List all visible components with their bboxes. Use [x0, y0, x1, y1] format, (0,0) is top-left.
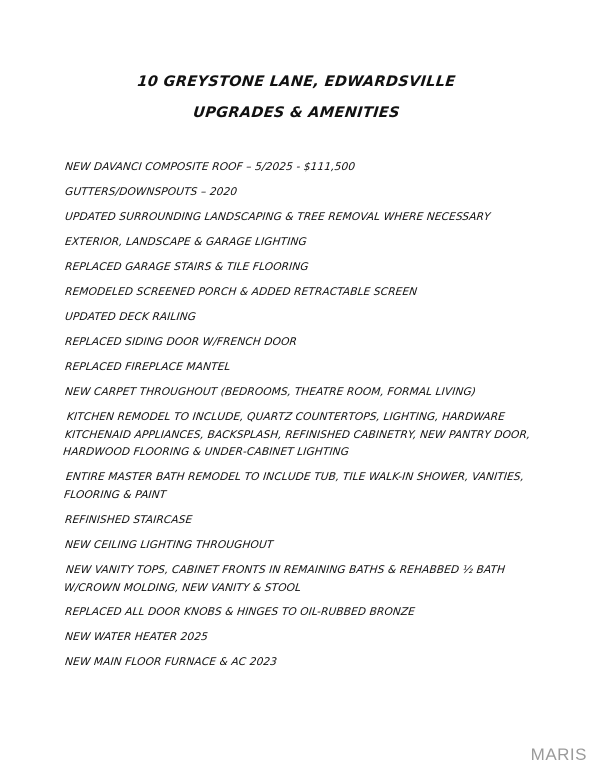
list-item-line: NEW WATER HEATER 2025	[64, 631, 209, 643]
list-item-line: REFINISHED STAIRCASE	[64, 513, 193, 526]
list-item-line: REMODELED SCREENED PORCH & ADDED RETRACTABLE SCREEN	[64, 286, 418, 298]
list-item-line: REPLACED ALL DOOR KNOBS & HINGES TO OIL-RUBBED BRONZE	[64, 606, 416, 618]
list-item	[63, 562, 537, 597]
list-item-line: ENTIRE MASTER BATH REMODEL TO INCLUDE TUB, TILE WALK-IN SHOWER, VANITIES,	[65, 471, 525, 483]
list-item-line: W/CROWN MOLDING, NEW VANITY & STOOL	[63, 581, 302, 593]
list-item-line: FLOORING & PAINT	[63, 488, 167, 501]
list-item	[64, 334, 536, 352]
list-item-line: EXTERIOR, LANDSCAPE & GARAGE LIGHTING	[64, 236, 308, 248]
amenities-list	[62, 159, 535, 679]
list-item-line: GUTTERS/DOWNSPOUTS – 2020	[64, 186, 238, 198]
list-item-line: NEW CEILING LIGHTING THROUGHOUT	[64, 538, 274, 551]
list-item-line: HARDWOOD FLOORING & UNDER-CABINET LIGHTING	[62, 446, 350, 458]
list-item	[64, 234, 536, 252]
list-item	[64, 209, 536, 227]
list-item	[64, 604, 536, 622]
list-item-line: KITCHEN REMODEL TO INCLUDE, QUARTZ COUNTERTOPS, LIGHTING, HARDWARE	[66, 411, 506, 423]
list-item-line: REPLACED FIREPLACE MANTEL	[64, 361, 232, 373]
list-item-line: NEW MAIN FLOOR FURNACE & AC 2023	[64, 656, 278, 668]
list-item	[64, 512, 536, 530]
list-item	[64, 259, 536, 277]
list-item-line: KITCHENAID APPLIANCES, BACKSPLASH, REFINISHED CABINETRY, NEW PANTRY DOOR,	[64, 428, 532, 441]
list-item	[64, 284, 536, 302]
list-item	[64, 654, 536, 672]
list-item	[64, 309, 536, 327]
list-item-line: UPDATED DECK RAILING	[64, 311, 197, 323]
list-item	[64, 184, 536, 202]
list-item	[64, 537, 536, 555]
list-item	[64, 384, 536, 402]
document-title: 10 GREYSTONE LANE, EDWARDSVILLE	[136, 74, 457, 90]
list-item-line: UPDATED SURROUNDING LANDSCAPING & TREE REMOVAL WHERE NECESSARY	[64, 211, 492, 223]
list-item-line: REPLACED GARAGE STAIRS & TILE FLOORING	[64, 261, 310, 273]
document-subtitle: UPGRADES & AMENITIES	[192, 105, 401, 121]
list-item	[64, 359, 536, 377]
list-item	[63, 469, 537, 504]
list-item-line: NEW DAVANCI COMPOSITE ROOF – 5/2025 - $111,500	[64, 161, 356, 173]
list-item-line: NEW CARPET THROUGHOUT (BEDROOMS, THEATRE ROOM, FORMAL LIVING)	[64, 386, 477, 398]
maris-watermark: MARIS	[530, 745, 587, 764]
list-item-line: REPLACED SIDING DOOR W/FRENCH DOOR	[64, 336, 298, 348]
list-item	[62, 409, 538, 462]
list-item	[64, 629, 536, 647]
list-item	[64, 159, 536, 177]
list-item-line: NEW VANITY TOPS, CABINET FRONTS IN REMAINING BATHS & REHABBED ½ BATH	[65, 563, 506, 576]
